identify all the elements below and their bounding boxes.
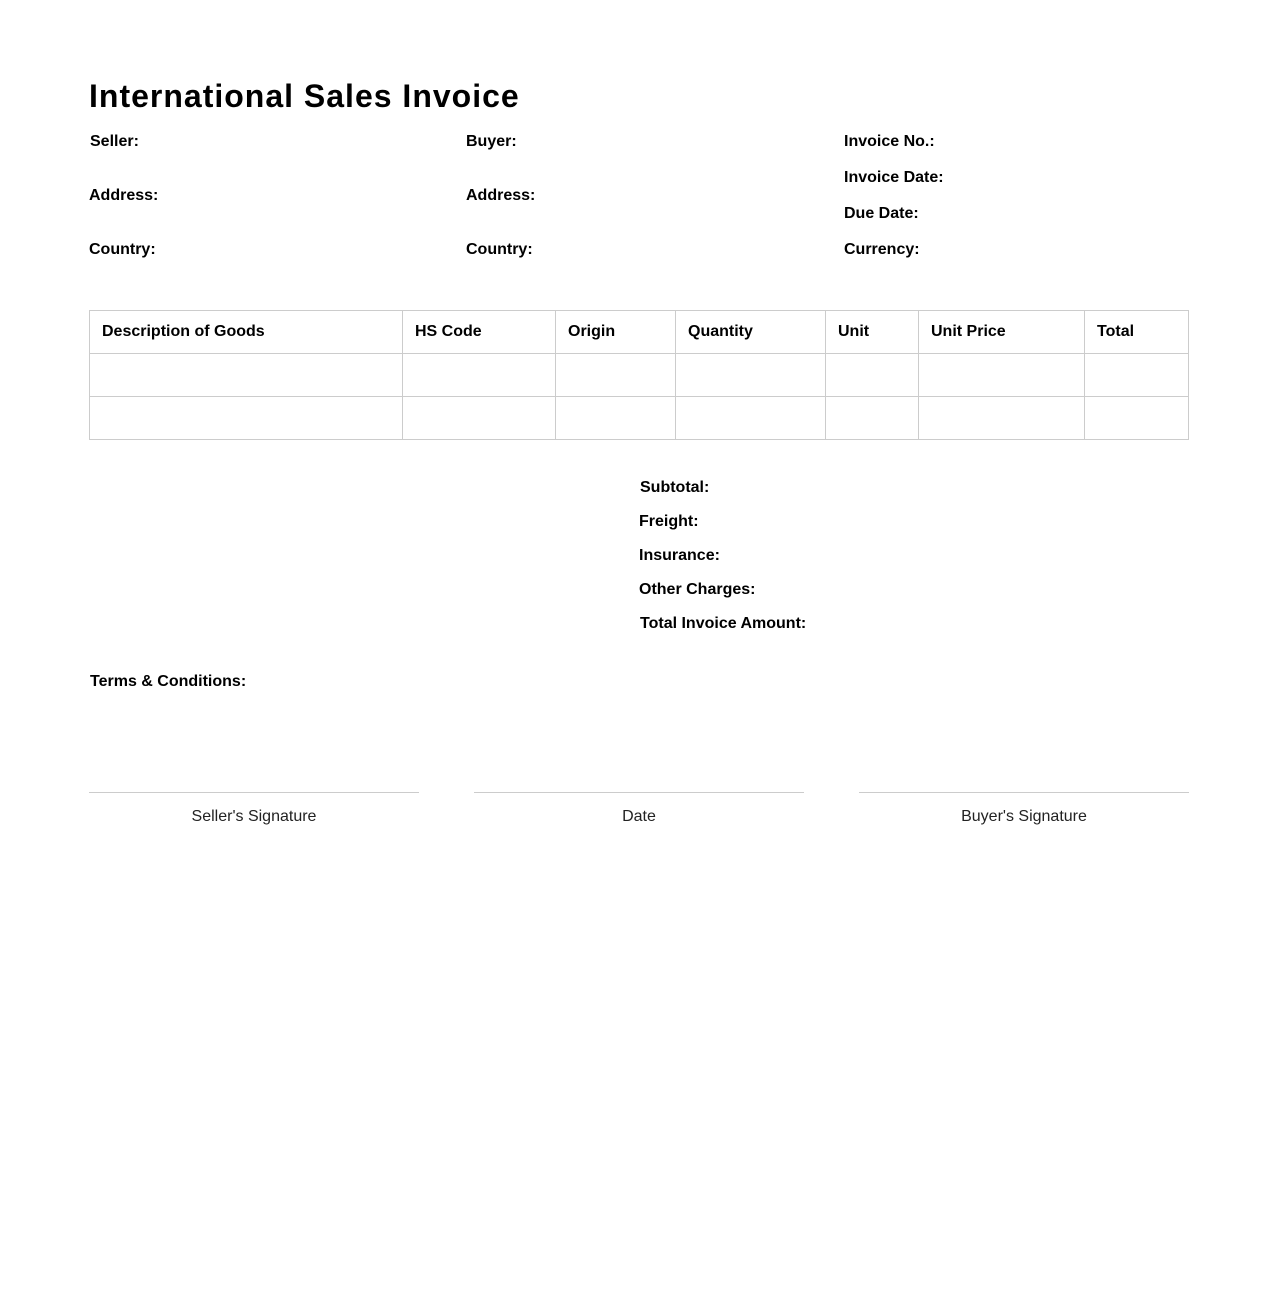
seller-signature-line (89, 792, 419, 793)
table-cell[interactable] (90, 354, 403, 397)
seller-country-label: Country: (89, 241, 156, 258)
table-row (90, 354, 1189, 397)
buyer-label: Buyer: (466, 133, 517, 150)
column-header: HS Code (403, 311, 556, 354)
table-cell[interactable] (556, 354, 676, 397)
currency-label: Currency: (844, 241, 920, 258)
table-cell[interactable] (403, 397, 556, 440)
column-header: Unit (826, 311, 919, 354)
table-cell[interactable] (826, 354, 919, 397)
table-row (90, 397, 1189, 440)
table-cell[interactable] (403, 354, 556, 397)
buyer-country-label: Country: (466, 241, 533, 258)
column-header: Description of Goods (90, 311, 403, 354)
date-line (474, 792, 804, 793)
goods-table (89, 310, 1189, 440)
table-cell[interactable] (556, 397, 676, 440)
table-cell[interactable] (90, 397, 403, 440)
date-label: Date (622, 808, 656, 825)
table-cell[interactable] (919, 397, 1085, 440)
total-amount-label: Total Invoice Amount: (640, 615, 807, 632)
buyer-signature-line (859, 792, 1189, 793)
column-header: Unit Price (919, 311, 1085, 354)
subtotal-label: Subtotal: (640, 479, 710, 496)
table-cell[interactable] (919, 354, 1085, 397)
table-cell[interactable] (676, 397, 826, 440)
due-date-label: Due Date: (844, 205, 919, 222)
table-cell[interactable] (1085, 397, 1189, 440)
table-cell[interactable] (826, 397, 919, 440)
freight-label: Freight: (639, 513, 699, 530)
other-charges-label: Other Charges: (639, 581, 756, 598)
buyer-address-label: Address: (466, 187, 536, 204)
page-title: International Sales Invoice (89, 78, 520, 114)
buyer-signature-label: Buyer's Signature (961, 808, 1087, 825)
column-header: Origin (556, 311, 676, 354)
table-cell[interactable] (1085, 354, 1189, 397)
table-header-row (90, 311, 1189, 354)
invoice-date-label: Invoice Date: (844, 169, 944, 186)
column-header: Quantity (676, 311, 826, 354)
invoice-number-label: Invoice No.: (844, 133, 935, 150)
column-header: Total (1085, 311, 1189, 354)
seller-signature-label: Seller's Signature (191, 808, 317, 825)
table-cell[interactable] (676, 354, 826, 397)
seller-address-label: Address: (89, 187, 159, 204)
insurance-label: Insurance: (639, 547, 720, 564)
seller-label: Seller: (90, 133, 139, 150)
terms-label: Terms & Conditions: (90, 673, 247, 690)
